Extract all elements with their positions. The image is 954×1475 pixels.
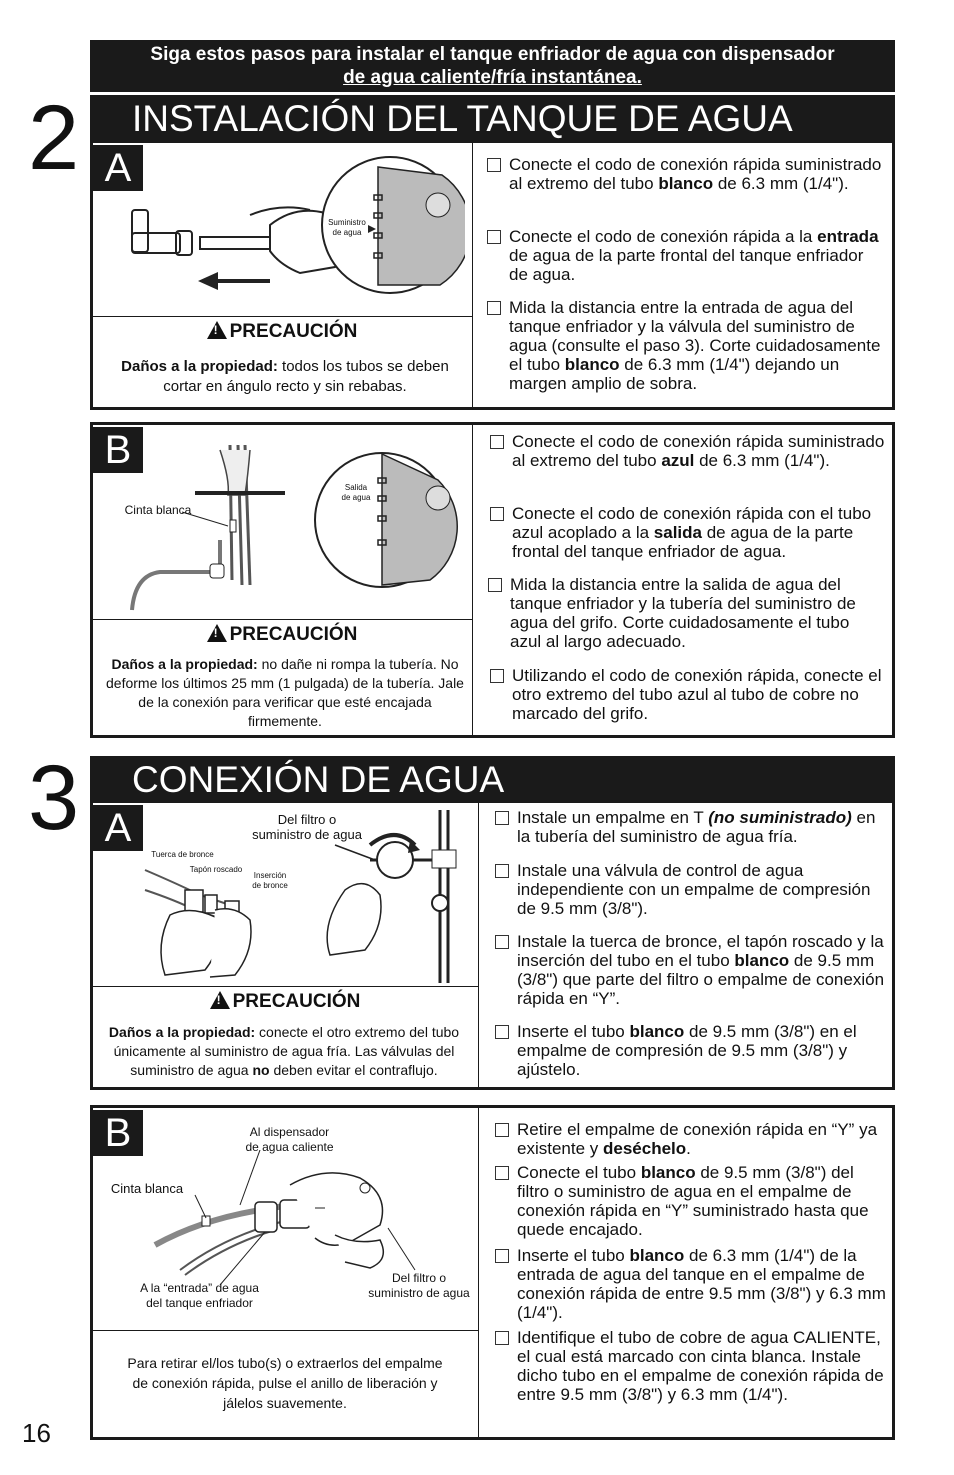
label-outlet: Salida de agua [341,483,371,502]
step-2b-item-2: Conecte el codo de conexión rápida con el tubo azul acoplado a la salida de agua de la parte frontal del tanque enfriador de agua. [490,504,885,561]
step-2b-item-4: Utilizando el codo de conexión rápida, conecte el otro extremo del tubo azul al tubo de cobre no marcado del grifo. [490,666,885,723]
caution-heading: !PRECAUCIÓN [93,991,477,1013]
label-plug: Tapón roscado [189,865,243,874]
caution-text: Daños a la propiedad: no dañe ni rompa la tubería. No deforme los últimos 25 mm (1 pulgada) de la tubería. Jale de la conexión para verificar que esté encajada firmemente. [106,656,464,729]
banner-line-2: de agua caliente/fría instantánea. [343,67,642,88]
checkbox[interactable] [495,864,509,878]
step-2b-illustration [120,440,470,615]
warning-icon [207,321,227,339]
checkbox[interactable] [495,1025,509,1039]
label-tape: Cinta blanca [124,503,192,517]
step-2-title: INSTALACIÓN DEL TANQUE DE AGUA [90,95,895,143]
checkbox[interactable] [495,1249,509,1263]
checkbox[interactable] [490,669,504,683]
divider [93,986,479,987]
divider [472,143,473,407]
banner-line-1: Siga estos pasos para instalar el tanque enfriador de agua con dispensador [150,44,835,65]
instructions-banner [90,40,895,92]
checkbox[interactable] [487,301,501,315]
step-2a-illustration [120,155,465,305]
step-2a-item-3: Mida la distancia entre la entrada de agua del tanque enfriador y la válvula del suministro de agua (consulte el paso 3). Corte cuidadosamente el tubo blanco de 6.3 mm (1/4") dejando un margen amplio de sobra. [487,298,887,393]
caution-text [100,357,470,397]
checkbox[interactable] [495,811,509,825]
step-2-number: 2 [28,87,80,189]
step-2a-item-2: Conecte el codo de conexión rápida a la entrada de agua de la parte frontal del tanque enfriador de agua. [487,227,882,284]
warning-icon [210,991,230,1009]
divider [93,619,473,620]
checkbox[interactable] [487,158,501,172]
label-tape: Cinta blanca [110,1181,184,1196]
step-3a-item-4: Inserte el tubo blanco de 9.5 mm (3/8") en el empalme de compresión de 9.5 mm (3/8") y ajústelo. [495,1022,887,1079]
step-3b-item-3: Inserte el tubo blanco de 6.3 mm (1/4") de la entrada de agua del tanque en el empalme de conexión rápida de entre 9.5 mm (3/8") y 6.3 mm (1/4"). [495,1246,887,1322]
label-brass-nut: Tuerca de bronce [151,850,214,859]
checkbox[interactable] [495,1123,509,1137]
label-supply: Suministro de agua [328,218,366,237]
caution-bold: Daños a la propiedad: [121,358,278,375]
caution-body: todos los tubos se deben cortar en ángulo recto y sin rebabas. [163,358,449,395]
label-from-filter: Del filtro o suministro de agua [368,1271,470,1300]
checkbox[interactable] [490,435,504,449]
label-to-dispenser: Al dispensador de agua caliente [245,1125,334,1154]
label-from-filter: Del filtro o suministro de agua [252,812,362,842]
divider [478,803,479,1087]
step-3b-item-4: Identifique el tubo de cobre de agua CALIENTE, el cual está marcado con cinta blanca. Instale dicho tubo en el empalme de conexión rápida de entre 9.5 mm (3/8") y 6.3 mm (1/4"). [495,1328,887,1404]
step-3a-letter: A [93,805,143,851]
checkbox[interactable] [495,1166,509,1180]
step-3-title: CONEXIÓN DE AGUA [90,756,895,804]
step-2a-item-1: Conecte el codo de conexión rápida suministrado al extremo del tubo blanco de 6.3 mm (1/4"). [487,155,882,193]
release-note: Para retirar el/los tubo(s) o extraerlos del empalme de conexión rápida, pulse el anillo de liberación y jálelos suavemente. [127,1355,443,1411]
step-3a-item-2: Instale una válvula de control de agua independiente con un empalme de compresión de 9.5 mm (3/8"). [495,861,887,918]
caution-heading: !PRECAUCIÓN [93,624,471,646]
step-2b-letter: B [93,427,143,473]
step-2b-item-1: Conecte el codo de conexión rápida suministrado al extremo del tubo azul de 6.3 mm (1/4"). [490,432,885,470]
caution-heading [93,321,471,343]
divider [93,316,473,317]
label-insert: Inserción de bronce [252,871,288,890]
step-3a-item-3: Instale la tuerca de bronce, el tapón roscado y la inserción del tubo en el tubo blanco de 9.5 mm (3/8") que parte del filtro o empalme de conexión rápida en “Y”. [495,932,887,1008]
caution-text: Daños a la propiedad: conecte el otro extremo del tubo únicamente al suministro de agua fría. Las válvulas del suministro de agua no deben evitar el contraflujo. [108,1024,460,1078]
warning-icon [207,624,227,642]
caution-title-text: PRECAUCIÓN [229,321,358,342]
step-3b-letter: B [93,1110,143,1156]
page-number: 16 [22,1418,51,1448]
divider [93,1330,479,1331]
step-3b-item-1: Retire el empalme de conexión rápida en “Y” ya existente y deséchelo. [495,1120,887,1158]
checkbox[interactable] [495,1331,509,1345]
step-2a-letter: A [93,145,143,191]
checkbox[interactable] [488,578,502,592]
step-3b-item-2: Conecte el tubo blanco de 9.5 mm (3/8") del filtro o suministro de agua en el empalme de conexión rápida en “Y” suministrado hasta que quede encajado. [495,1163,887,1239]
checkbox[interactable] [487,230,501,244]
divider [472,425,473,735]
checkbox[interactable] [490,507,504,521]
step-3a-item-1: Instale un empalme en T (no suministrado) en la tubería del suministro de agua fría. [495,808,887,846]
label-to-inlet: A la “entrada” de agua del tanque enfriador [140,1281,259,1310]
step-2b-item-3: Mida la distancia entre la salida de agua del tanque enfriador y la tubería del suministro de agua del grifo. Corte cuidadosamente el tubo azul al largo adecuado. [488,575,883,651]
step-3-number: 3 [28,747,80,849]
checkbox[interactable] [495,935,509,949]
